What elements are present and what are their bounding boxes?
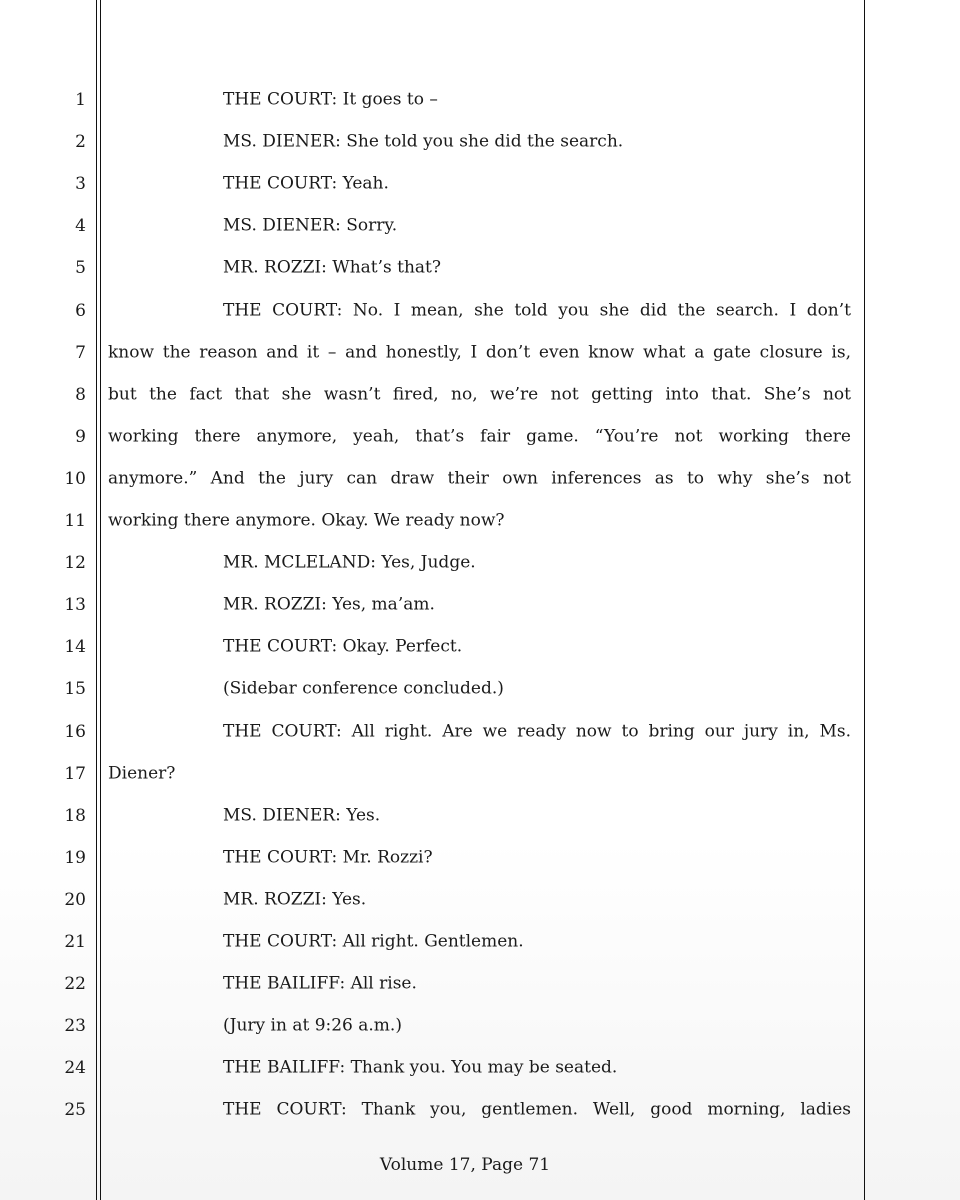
line-number: 8 <box>75 384 86 405</box>
line-number: 7 <box>75 342 86 363</box>
line-number: 12 <box>64 553 86 574</box>
line-text: THE BAILIFF: All rise. <box>223 973 417 994</box>
line-text: THE COURT: All right. Gentlemen. <box>223 931 524 952</box>
line-number: 14 <box>64 637 86 658</box>
transcript-line <box>0 626 960 668</box>
line-number: 11 <box>64 511 86 531</box>
transcript-line <box>0 121 960 163</box>
transcript-line <box>0 711 960 753</box>
transcript-line <box>0 879 960 921</box>
transcript-line <box>0 416 960 458</box>
line-number: 24 <box>64 1058 86 1079</box>
line-text: MR. MCLELAND: Yes, Judge. <box>223 552 476 573</box>
line-text: know the reason and it – and honestly, I don’t even know what a gate closure is, <box>108 342 851 363</box>
transcript-line <box>0 374 960 416</box>
transcript-line <box>0 205 960 247</box>
line-text: THE COURT: Okay. Perfect. <box>223 636 463 657</box>
line-text: (Jury in at 9:26 a.m.) <box>223 1015 402 1036</box>
line-number: 10 <box>64 468 86 489</box>
transcript-line <box>0 1089 960 1131</box>
line-number: 25 <box>64 1100 86 1121</box>
transcript-line <box>0 79 960 121</box>
transcript-line <box>0 921 960 963</box>
line-number: 15 <box>64 679 86 700</box>
transcript-line <box>0 753 960 795</box>
transcript-line <box>0 1047 960 1089</box>
transcript-line <box>0 458 960 500</box>
line-number: 17 <box>64 763 86 784</box>
transcript-line <box>0 584 960 626</box>
line-text: but the fact that she wasn’t fired, no, we’re not getting into that. She’s not <box>108 384 851 405</box>
line-number: 20 <box>64 889 86 910</box>
transcript-line <box>0 332 960 374</box>
transcript-line <box>0 963 960 1005</box>
line-number: 19 <box>64 847 86 868</box>
transcript-line <box>0 1005 960 1047</box>
line-text: Diener? <box>108 763 176 784</box>
line-text: working there anymore. Okay. We ready now? <box>108 510 505 531</box>
line-number: 18 <box>64 805 86 826</box>
line-number: 23 <box>64 1016 86 1037</box>
line-number: 6 <box>75 300 86 321</box>
line-text: anymore.” And the jury can draw their own inferences as to why she’s not <box>108 468 851 489</box>
line-number: 3 <box>75 174 86 195</box>
line-text: MS. DIENER: Sorry. <box>223 215 398 236</box>
line-text: MS. DIENER: She told you she did the search. <box>223 131 624 152</box>
transcript-line <box>0 542 960 584</box>
line-text: THE COURT: Yeah. <box>223 173 389 194</box>
line-number: 4 <box>75 216 86 237</box>
line-text: THE COURT: It goes to – <box>223 89 438 110</box>
transcript-line <box>0 247 960 289</box>
line-number: 1 <box>75 90 86 110</box>
line-number: 22 <box>64 974 86 995</box>
line-number: 13 <box>64 595 86 616</box>
line-number: 2 <box>75 132 86 153</box>
line-text: MR. ROZZI: Yes. <box>223 889 367 910</box>
line-text: (Sidebar conference concluded.) <box>223 678 504 699</box>
transcript-line <box>0 500 960 542</box>
transcript-line <box>0 163 960 205</box>
line-text: THE COURT: Mr. Rozzi? <box>223 847 433 868</box>
line-text: THE COURT: Thank you, gentlemen. Well, good morning, ladies <box>223 1099 851 1120</box>
line-text: MR. ROZZI: Yes, ma’am. <box>223 594 435 615</box>
line-text: working there anymore, yeah, that’s fair game. “You’re not working there <box>108 426 851 447</box>
transcript-line <box>0 837 960 879</box>
page-footer: Volume 17, Page 71 <box>379 1155 551 1175</box>
transcript-line <box>0 290 960 332</box>
line-number: 5 <box>75 258 86 279</box>
transcript-line <box>0 668 960 710</box>
line-text: MR. ROZZI: What’s that? <box>223 257 442 278</box>
line-number: 21 <box>64 932 86 952</box>
transcript-line <box>0 795 960 837</box>
line-text: THE COURT: No. I mean, she told you she did the search. I don’t <box>223 300 851 320</box>
line-number: 9 <box>75 426 86 447</box>
line-number: 16 <box>64 721 86 742</box>
line-text: MS. DIENER: Yes. <box>223 805 381 826</box>
line-text: THE COURT: All right. Are we ready now to bring our jury in, Ms. <box>223 721 851 741</box>
line-text: THE BAILIFF: Thank you. You may be seated. <box>223 1057 618 1078</box>
